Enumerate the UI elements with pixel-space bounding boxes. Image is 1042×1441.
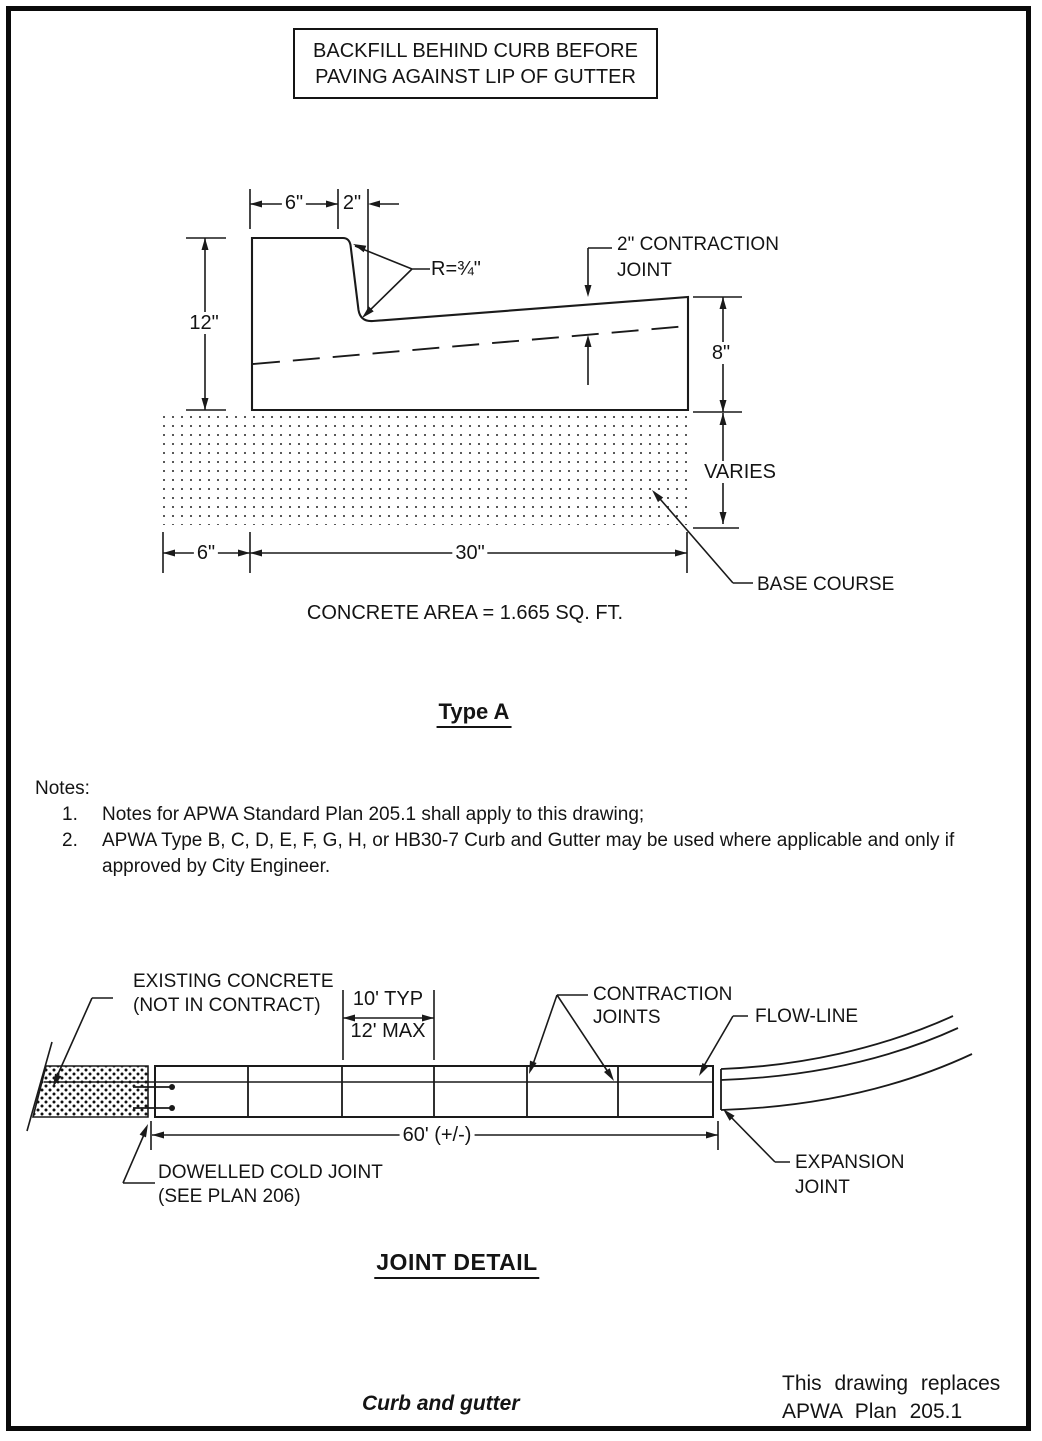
dim-12ft-max: 12' MAX	[350, 1020, 426, 1042]
title-note-line1: BACKFILL BEHIND CURB BEFORE	[313, 39, 638, 62]
concrete-area-note: CONCRETE AREA = 1.665 SQ. FT.	[306, 602, 624, 624]
dowelled-cold-joint-label	[158, 1161, 383, 1209]
dim-bottom-6in: 6"	[194, 542, 218, 564]
radius-label: R=¾"	[431, 258, 481, 280]
dim-height-8in: 8"	[709, 342, 733, 364]
type-a-caption: Type A	[437, 699, 512, 728]
dim-height-12in: 12"	[186, 312, 221, 334]
dim-varies: VARIES	[701, 461, 779, 483]
contraction-joint-callout-line2: JOINT	[617, 260, 672, 281]
contraction-joint-callout-line1: 2" CONTRACTION	[617, 234, 779, 255]
dim-top-2in: 2"	[342, 192, 362, 214]
dim-60ft: 60' (+/-)	[400, 1124, 475, 1146]
existing-concrete-line1: EXISTING CONCRETE	[133, 971, 334, 992]
notes-heading: Notes:	[35, 778, 90, 799]
expansion-joint-label	[795, 1150, 904, 1200]
expansion-joint-line1: EXPANSION	[795, 1152, 905, 1173]
title-note-line2: PAVING AGAINST LIP OF GUTTER	[315, 65, 636, 88]
dim-bottom-30in: 30"	[452, 542, 487, 564]
flow-line-label: FLOW-LINE	[755, 1006, 859, 1027]
existing-concrete-hatch	[33, 1066, 148, 1117]
dowelled-cold-joint-line2: (SEE PLAN 206)	[158, 1186, 301, 1207]
note-text: Notes for APWA Standard Plan 205.1 shall apply to this drawing;	[102, 804, 645, 825]
drawing-title: Curb and gutter	[362, 1392, 520, 1415]
dowelled-cold-joint-line1: DOWELLED COLD JOINT	[158, 1162, 383, 1183]
title-note-box	[293, 28, 658, 99]
replaces-note	[782, 1370, 1000, 1426]
note-text: APWA Type B, C, D, E, F, G, H, or HB30-7 Curb and Gutter may be used where applicable and only if approved by City Engineer.	[102, 830, 955, 877]
dim-10ft-typ: 10' TYP	[352, 988, 424, 1010]
note-number: 2.	[62, 830, 78, 851]
replaces-note-line2: APWA Plan 205.1	[782, 1400, 963, 1423]
note-number: 1.	[62, 804, 78, 825]
note-item	[62, 802, 995, 828]
note-item	[62, 828, 995, 880]
contraction-joint-callout	[617, 232, 779, 284]
curb-return-curves	[721, 1016, 972, 1110]
existing-concrete-line2: (NOT IN CONTRACT)	[133, 995, 321, 1016]
base-course-label: BASE COURSE	[757, 574, 895, 595]
contraction-joints-line2: JOINTS	[593, 1007, 661, 1028]
dim-top-6in: 6"	[282, 192, 306, 214]
base-course-stipple	[163, 413, 688, 525]
contraction-joints-label	[593, 983, 732, 1029]
notes-block	[35, 776, 995, 880]
expansion-joint-line2: JOINT	[795, 1177, 850, 1198]
replaces-note-line1: This drawing replaces	[782, 1372, 1001, 1395]
contraction-joints-line1: CONTRACTION	[593, 984, 733, 1005]
joint-detail-caption: JOINT DETAIL	[374, 1249, 539, 1279]
existing-concrete-label	[133, 970, 334, 1018]
